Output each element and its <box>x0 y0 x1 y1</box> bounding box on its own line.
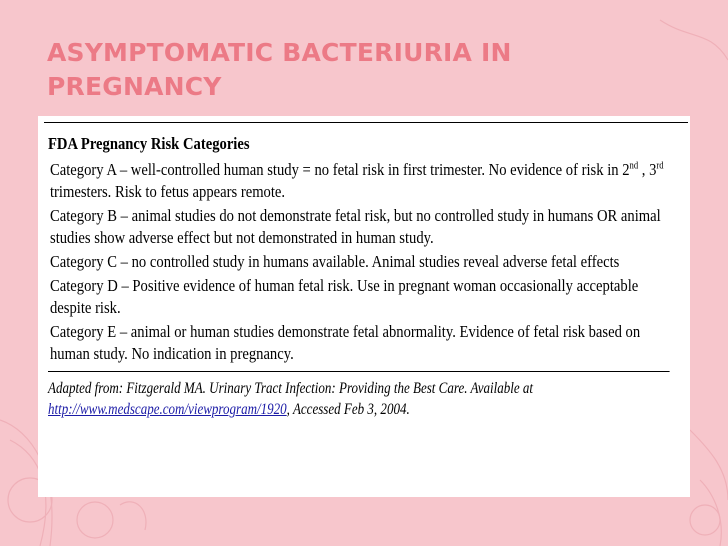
category-e <box>50 321 674 365</box>
category-e-line1: Category E – animal or human studies demonstrate fetal abnormality. Evidence of fetal risk based on <box>50 322 641 341</box>
category-e-line2: human study. No indication in pregnancy. <box>50 344 294 363</box>
category-b-line1: Category B – animal studies do not demonstrate fetal risk, but no controlled study in humans OR animal <box>50 206 661 225</box>
risk-table <box>44 122 688 420</box>
category-b-line2: studies show adverse effect but not demonstrated in human study. <box>50 228 434 247</box>
category-a-line2: trimesters. Risk to fetus appears remote. <box>50 182 286 201</box>
citation-link[interactable]: http://www.medscape.com/viewprogram/1920 <box>48 401 287 418</box>
citation-suffix: , Accessed Feb 3, 2004. <box>286 401 410 418</box>
category-a <box>50 159 674 203</box>
citation <box>48 371 670 420</box>
slide-title: ASYMPTOMATIC BACTERIURIA IN PREGNANCY <box>47 38 512 101</box>
category-a-sup2: rd <box>656 160 664 172</box>
document-excerpt <box>38 116 690 497</box>
table-heading: FDA Pregnancy Risk Categories <box>48 134 250 153</box>
category-a-line1: Category A – well-controlled human study = no fetal risk in first trimester. No evidence of risk in 2 <box>50 160 630 179</box>
category-d <box>50 275 674 319</box>
category-a-sup1: nd <box>629 160 639 172</box>
category-c <box>50 251 674 273</box>
citation-prefix: Adapted from: Fitzgerald MA. Urinary Tract Infection: Providing the Best Care. Available at <box>48 380 534 397</box>
category-a-mid: , 3 <box>638 160 657 179</box>
category-d-line1: Category D – Positive evidence of human fetal risk. Use in pregnant woman occasionally acceptable <box>50 276 639 295</box>
category-b <box>50 205 674 249</box>
category-d-line2: despite risk. <box>50 298 121 317</box>
category-c-line1: Category C – no controlled study in humans available. Animal studies reveal adverse fetal effects <box>50 252 620 271</box>
